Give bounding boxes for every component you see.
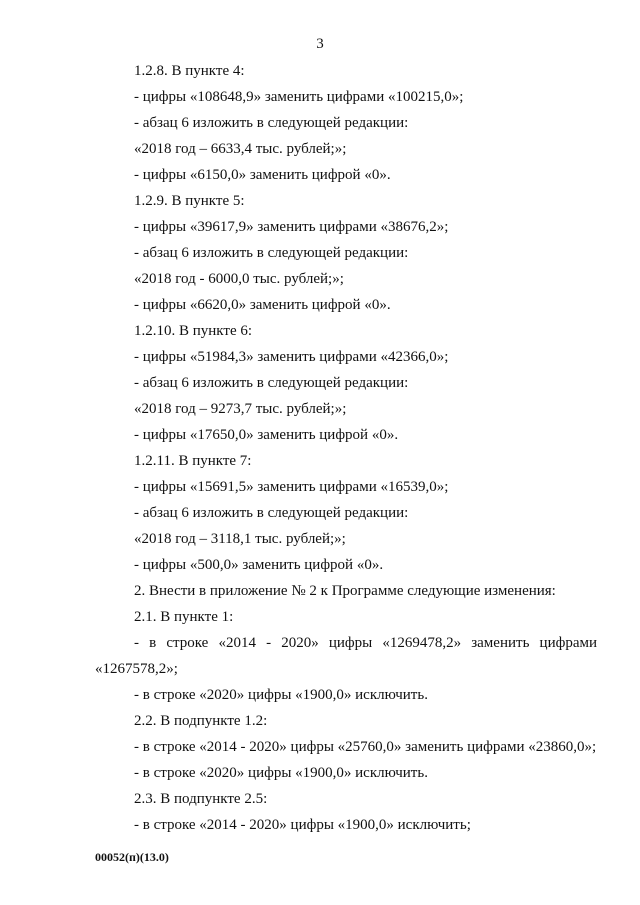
text-line: - в строке «2020» цифры «1900,0» исключить. [134,765,428,781]
text-line-justified: - в строке «2014 - 2020» цифры «1269478,2» заменить цифрами [134,635,597,651]
text-line: - абзац 6 изложить в следующей редакции: [134,375,409,391]
text-line: 2.3. В подпункте 2.5: [134,791,268,807]
text-line: - цифры «15691,5» заменить цифрами «16539,0»; [134,479,449,495]
text-line: «2018 год – 3118,1 тыс. рублей;»; [134,531,346,547]
text-line: 1.2.10. В пункте 6: [134,323,253,339]
text-line: - цифры «6150,0» заменить цифрой «0». [134,167,391,183]
text-line: - в строке «2014 - 2020» цифры «25760,0» заменить цифрами «23860,0»; [134,739,597,755]
text-line: «2018 год – 9273,7 тыс. рублей;»; [134,401,347,417]
text-line: - в строке «2020» цифры «1900,0» исключить. [134,687,428,703]
text-line: «2018 год - 6000,0 тыс. рублей;»; [134,271,344,287]
footer-document-code: 00052(п)(13.0) [95,850,169,864]
text-line: - цифры «51984,3» заменить цифрами «42366,0»; [134,349,449,365]
text-line: - абзац 6 изложить в следующей редакции: [134,115,409,131]
text-line: - цифры «17650,0» заменить цифрой «0». [134,427,399,443]
text-line: - в строке «2014 - 2020» цифры «1900,0» исключить; [134,817,471,833]
text-line: 1.2.8. В пункте 4: [134,63,245,79]
text-line: «2018 год – 6633,4 тыс. рублей;»; [134,141,347,157]
text-line: - цифры «500,0» заменить цифрой «0». [134,557,384,573]
text-line: - абзац 6 изложить в следующей редакции: [134,245,409,261]
text-line: 2.1. В пункте 1: [134,609,234,625]
text-line: 1.2.11. В пункте 7: [134,453,252,469]
text-line: - цифры «39617,9» заменить цифрами «38676,2»; [134,219,449,235]
text-line: 1.2.9. В пункте 5: [134,193,245,209]
text-line: - абзац 6 изложить в следующей редакции: [134,505,409,521]
text-line: - цифры «6620,0» заменить цифрой «0». [134,297,391,313]
text-line: 2. Внести в приложение № 2 к Программе следующие изменения: [134,583,556,599]
page-number: 3 [316,36,324,52]
text-line: 2.2. В подпункте 1.2: [134,713,268,729]
text-line: - цифры «108648,9» заменить цифрами «100215,0»; [134,89,464,105]
text-line: «1267578,2»; [95,661,178,677]
